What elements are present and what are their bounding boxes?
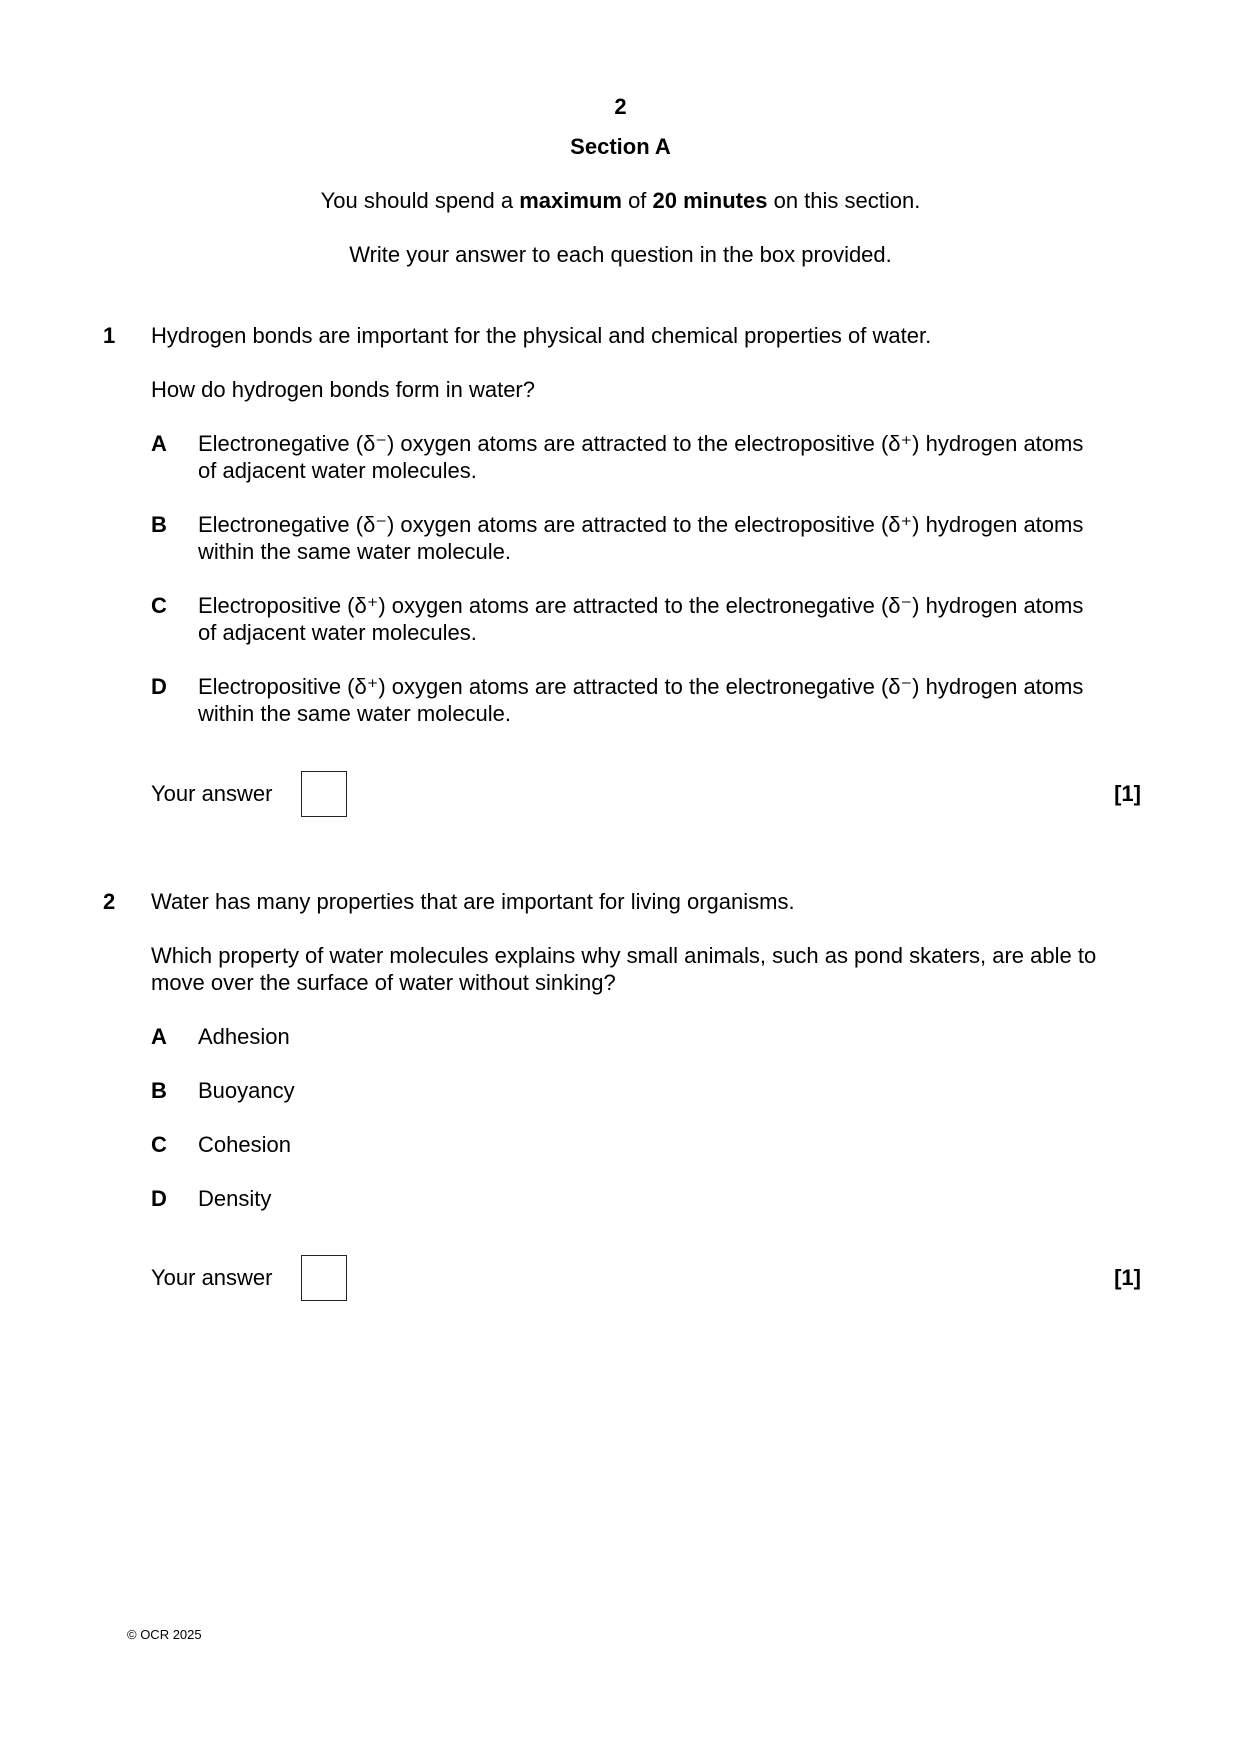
question-2-option-d-letter: D: [151, 1186, 167, 1211]
question-1-prompt: How do hydrogen bonds form in water?: [151, 377, 535, 402]
question-2-option-d-text: Density: [198, 1186, 272, 1211]
question-2-option-b-text: Buoyancy: [198, 1078, 295, 1103]
question-2-number: 2: [103, 889, 116, 914]
time-instruction-bold-maximum: maximum: [519, 188, 622, 213]
question-1-option-d-letter: D: [151, 674, 167, 699]
copyright: © OCR 2025: [127, 1627, 202, 1642]
question-1-option-b-line-2: within the same water molecule.: [198, 539, 512, 564]
time-instruction: [0, 187, 1241, 214]
question-1-option-c-letter: C: [151, 593, 167, 618]
question-1-option-b-line-1: Electronegative (δ⁻) oxygen atoms are attracted to the electropositive (δ⁺) hydrogen atoms: [198, 512, 1084, 537]
time-instruction-bold-minutes: 20 minutes: [652, 188, 768, 213]
question-1-marks: [1]: [1114, 781, 1141, 806]
question-2-option-a-text: Adhesion: [198, 1024, 290, 1049]
question-2-option-c-text: Cohesion: [198, 1132, 291, 1157]
section-title: Section A: [570, 134, 671, 159]
question-1-option-c-line-1: Electropositive (δ⁺) oxygen atoms are attracted to the electronegative (δ⁻) hydrogen atoms: [198, 593, 1084, 618]
question-2-option-b-letter: B: [151, 1078, 167, 1103]
time-instruction-mid: of: [621, 188, 653, 213]
question-2-prompt-line-1: Which property of water molecules explains why small animals, such as pond skaters, are able to: [151, 943, 1097, 968]
question-2-option-c-letter: C: [151, 1132, 167, 1157]
question-1-option-a-line-1: Electronegative (δ⁻) oxygen atoms are attracted to the electropositive (δ⁺) hydrogen atoms: [198, 431, 1084, 456]
time-instruction-post: on this section.: [767, 188, 921, 213]
question-1-option-d-line-2: within the same water molecule.: [198, 701, 512, 726]
question-2-stem: Water has many properties that are important for living organisms.: [151, 889, 795, 914]
question-2-prompt-line-2: move over the surface of water without sinking?: [151, 970, 616, 995]
question-1-number: 1: [103, 323, 116, 348]
question-1-answer-label: Your answer: [151, 781, 273, 806]
question-1-option-a-letter: A: [151, 431, 167, 456]
question-1-answer-box[interactable]: [301, 771, 347, 817]
question-1-option-b-letter: B: [151, 512, 167, 537]
answer-instruction: Write your answer to each question in the box provided.: [349, 242, 892, 267]
question-2-answer-box[interactable]: [301, 1255, 347, 1301]
time-instruction-pre: You should spend a: [320, 188, 520, 213]
question-1-option-c-line-2: of adjacent water molecules.: [198, 620, 477, 645]
question-2-option-a-letter: A: [151, 1024, 167, 1049]
question-2-answer-label: Your answer: [151, 1265, 273, 1290]
question-1-option-a-line-2: of adjacent water molecules.: [198, 458, 477, 483]
question-1-option-d-line-1: Electropositive (δ⁺) oxygen atoms are attracted to the electronegative (δ⁻) hydrogen atoms: [198, 674, 1084, 699]
question-1-stem: Hydrogen bonds are important for the physical and chemical properties of water.: [151, 323, 932, 348]
page-number: 2: [614, 94, 627, 119]
question-2-marks: [1]: [1114, 1265, 1141, 1290]
